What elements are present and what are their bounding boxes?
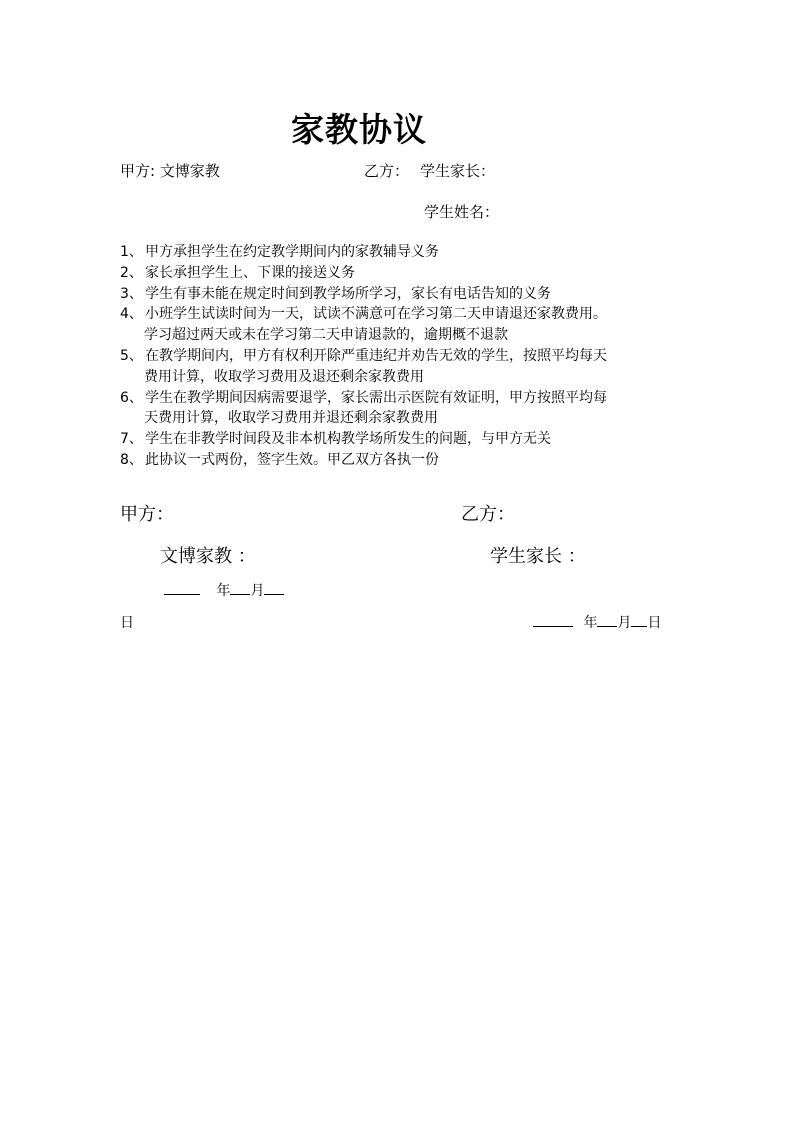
clause-text-continued: 费用计算，收取学习费用及退还剩余家教费用 <box>144 368 424 385</box>
party-b-date-line <box>533 612 661 632</box>
clause-number: 1、 <box>120 244 143 260</box>
month-label: 月 <box>617 615 632 631</box>
clause-text: 学生在教学期间因病需要退学，家长需出示医院有效证明，甲方按照平均每 <box>145 389 607 406</box>
clause-item <box>120 429 690 450</box>
clause-text-continued: 学习超过两天或未在学习第二天申请退款的，逾期概不退款 <box>144 327 508 344</box>
clause-text: 甲方承担学生在约定教学期间内的家教辅导义务 <box>145 244 439 260</box>
clause-number: 5、 <box>120 347 143 364</box>
year-label: 年 <box>583 615 598 631</box>
clause-number: 3、 <box>120 285 143 302</box>
month-blank <box>230 580 250 595</box>
party-a-header: 甲方: 文博家教 <box>120 162 220 180</box>
signature-party-b-name: 学生家长 ： <box>490 546 586 567</box>
student-name-field: 学生姓名： <box>424 203 500 221</box>
year-blank <box>533 612 573 627</box>
clause-item <box>120 450 690 471</box>
month-blank <box>597 612 617 627</box>
clause-list <box>120 242 690 471</box>
year-label: 年 <box>216 583 231 599</box>
clause-item <box>120 388 690 430</box>
party-b-header-value: 学生家长： <box>420 162 496 180</box>
year-blank <box>164 580 200 595</box>
day-label: 日 <box>647 615 662 631</box>
clause-text: 小班学生试读时间为一天，试读不满意可在学习第二天申请退还家教费用。 <box>145 306 607 323</box>
clause-number: 7、 <box>120 431 143 448</box>
signature-party-a-label: 甲方： <box>120 504 174 525</box>
clause-text: 家长承担学生上、下课的接送义务 <box>145 264 355 281</box>
document-title: 家教协议 <box>291 110 427 149</box>
clause-item <box>120 284 690 305</box>
clause-item <box>120 346 690 388</box>
day-blank <box>264 580 284 595</box>
clause-text-continued: 天费用计算，收取学习费用并退还剩余家教费用 <box>144 410 438 427</box>
clause-number: 6、 <box>120 389 143 406</box>
clause-text: 此协议一式两份，签字生效。甲乙双方各执一份 <box>145 451 439 468</box>
clause-number: 2、 <box>120 264 143 281</box>
day-blank <box>631 612 647 627</box>
clause-number: 4、 <box>120 306 143 323</box>
party-a-date-line <box>164 580 284 600</box>
signature-party-a-name: 文博家教 ： <box>160 546 256 567</box>
clause-number: 8、 <box>120 451 143 468</box>
clause-text: 在教学期间内，甲方有权利开除严重违纪并劝告无效的学生，按照平均每天 <box>145 347 607 364</box>
clause-item <box>120 304 690 346</box>
clause-text: 学生有事未能在规定时间到教学场所学习，家长有电话告知的义务 <box>145 285 551 302</box>
party-b-header-label: 乙方： <box>364 162 410 180</box>
month-label: 月 <box>250 583 265 599</box>
signature-party-b-label: 乙方： <box>461 504 515 525</box>
party-a-day-label: 日 <box>120 615 134 631</box>
clause-item <box>120 242 690 263</box>
clause-item <box>120 263 690 284</box>
clause-text: 学生在非教学时间段及非本机构教学场所发生的问题，与甲方无关 <box>145 431 551 448</box>
